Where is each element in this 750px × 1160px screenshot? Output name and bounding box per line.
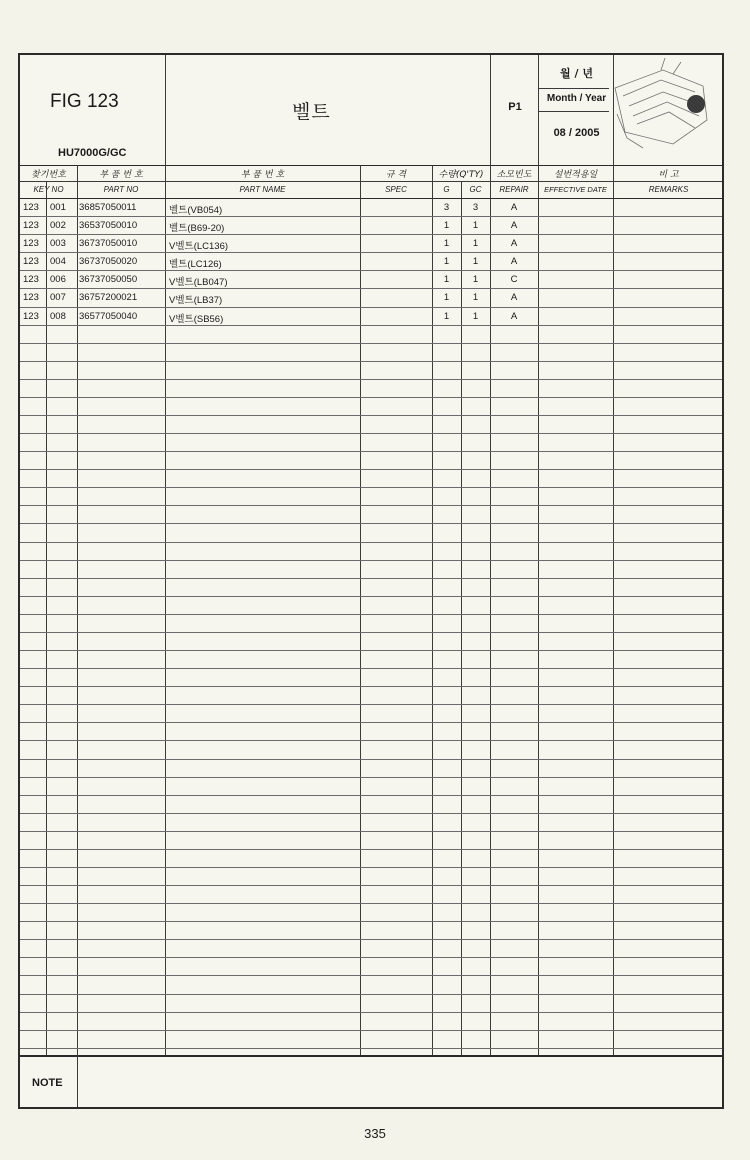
col-repair-ko: 소모빈도 [496,170,532,180]
row-key-number: 008 [50,310,66,322]
page-number: 335 [364,1126,386,1141]
row-fig-number: 123 [23,202,39,213]
month-year-en: Month / Year [546,93,607,104]
ruled-line [20,578,722,579]
part-title: 벨트 [292,101,331,123]
ruled-line [20,849,722,850]
ruled-line [20,740,722,741]
ruled-line [20,1048,722,1049]
ruled-line [20,867,722,868]
ruled-line [20,722,722,723]
row-part-name: V벨트(SB56) [169,313,224,325]
row-qty-g: 1 [443,238,450,250]
row-fig-number: 123 [23,310,39,322]
ruled-line [20,288,722,289]
row-key-number: 004 [50,256,66,268]
ruled-line [20,451,722,452]
col-key-ko: 찾기번호 [31,170,66,180]
parts-sheet [18,53,724,1109]
col-spec-en: SPEC [385,185,407,194]
col-partno-en: PART NO [103,185,139,194]
ruled-line [20,325,722,326]
row-fig-number: 123 [23,292,39,304]
row-fig-number: 123 [23,274,39,286]
col-partno-ko: 부 품 번 호 [99,170,143,180]
row-qty-g: 1 [443,292,450,304]
col-remarks-ko: 비 고 [658,170,679,180]
row-fig-number: 123 [23,256,39,268]
page-code: P1 [508,101,522,113]
col-remarks-en: REMARKS [648,185,689,194]
row-part-name: V벨트(LB37) [169,295,223,307]
row-part-number: 36737050010 [79,238,138,250]
ruled-line [20,668,722,669]
col-name-en: PART NAME [239,185,286,194]
row-qty-gc: 1 [472,310,479,322]
row-part-number: 36577050040 [79,310,138,322]
ruled-line [20,307,722,308]
row-key-number: 006 [50,274,66,286]
row-repair: A [510,310,518,322]
row-part-number: 36857050011 [79,202,137,213]
ruled-line [20,560,722,561]
parts-thumbnail-image [603,58,719,158]
ruled-line [20,1012,722,1013]
row-repair: C [510,274,518,286]
col-name-ko: 부 품 번 호 [240,170,285,180]
ruled-line [20,632,722,633]
row-qty-gc: 1 [472,238,479,250]
row-qty-gc: 1 [472,220,479,232]
ruled-line [20,994,722,995]
ruled-line [20,1030,722,1031]
col-repair-en: REPAIR [499,185,529,194]
col-key-en: KEY NO [33,185,64,194]
row-part-name: V벨트(LB047) [169,277,228,289]
ruled-line [20,686,722,687]
row-qty-gc: 3 [472,202,479,213]
ruled-line [20,813,722,814]
ruled-line [20,614,722,615]
row-qty-g: 1 [443,256,450,268]
ruled-line [20,469,722,470]
row-qty-g: 1 [443,274,450,286]
row-fig-number: 123 [23,220,39,232]
row-qty-g: 1 [443,220,450,232]
row-part-number: 36537050010 [79,220,138,232]
month-year-ko: 월 / 년 [560,67,593,80]
row-qty-gc: 1 [472,274,479,286]
row-key-number: 003 [50,238,66,250]
ruled-line [20,415,722,416]
ruled-line [20,252,722,253]
ruled-line [20,379,722,380]
row-repair: A [510,238,518,250]
row-key-number: 001 [50,202,66,213]
row-part-number: 36737050020 [79,256,138,268]
row-repair: A [510,202,518,213]
ruled-line [20,433,722,434]
row-part-number: 36757200021 [79,292,138,304]
row-part-name: 벨트(B69-20) [169,223,225,235]
row-repair: A [510,292,518,304]
col-qty-gc: GC [469,185,482,194]
ruled-line [20,487,722,488]
row-part-name: V벨트(LC136) [169,241,229,253]
row-qty-g: 1 [443,310,450,322]
ruled-line [20,650,722,651]
ruled-line [20,234,722,235]
row-repair: A [510,256,518,268]
ruled-line [20,939,722,940]
ruled-line [20,795,722,796]
row-key-number: 007 [50,292,66,304]
ruled-line [20,361,722,362]
row-part-name: 벨트(VB054) [169,205,223,216]
col-eff-ko: 설번적용일 [553,170,598,180]
col-spec-ko: 규 격 [385,170,407,180]
row-part-number: 36737050050 [79,274,138,286]
row-repair: A [510,220,518,232]
col-eff-en: EFFECTIVE DATE [544,185,607,194]
ruled-line [20,343,722,344]
ruled-line [20,505,722,506]
ruled-line [20,975,722,976]
ruled-line [20,759,722,760]
ruled-line [20,885,722,886]
model-label: HU7000G/GC [58,147,127,159]
ruled-line [20,523,722,524]
ruled-line [20,397,722,398]
ruled-line [20,831,722,832]
col-qty-g: G [443,185,450,194]
ruled-line [20,270,722,271]
ruled-line [20,957,722,958]
fig-label: FIG 123 [50,91,119,112]
row-qty-g: 3 [443,202,450,213]
ruled-line [20,596,722,597]
ruled-line [20,921,722,922]
month-year-value: 08 / 2005 [553,127,600,139]
ruled-line [20,903,722,904]
ruled-line [20,542,722,543]
row-qty-gc: 1 [472,256,479,268]
row-fig-number: 123 [23,238,39,250]
note-label: NOTE [32,1077,63,1089]
row-key-number: 002 [50,220,66,232]
ruled-line [20,777,722,778]
ruled-line [20,704,722,705]
ruled-line [20,216,722,217]
row-qty-gc: 1 [472,292,479,304]
col-qty-ko: 수량(Q'TY) [438,170,484,180]
row-part-name: 벨트(LC126) [169,259,222,271]
